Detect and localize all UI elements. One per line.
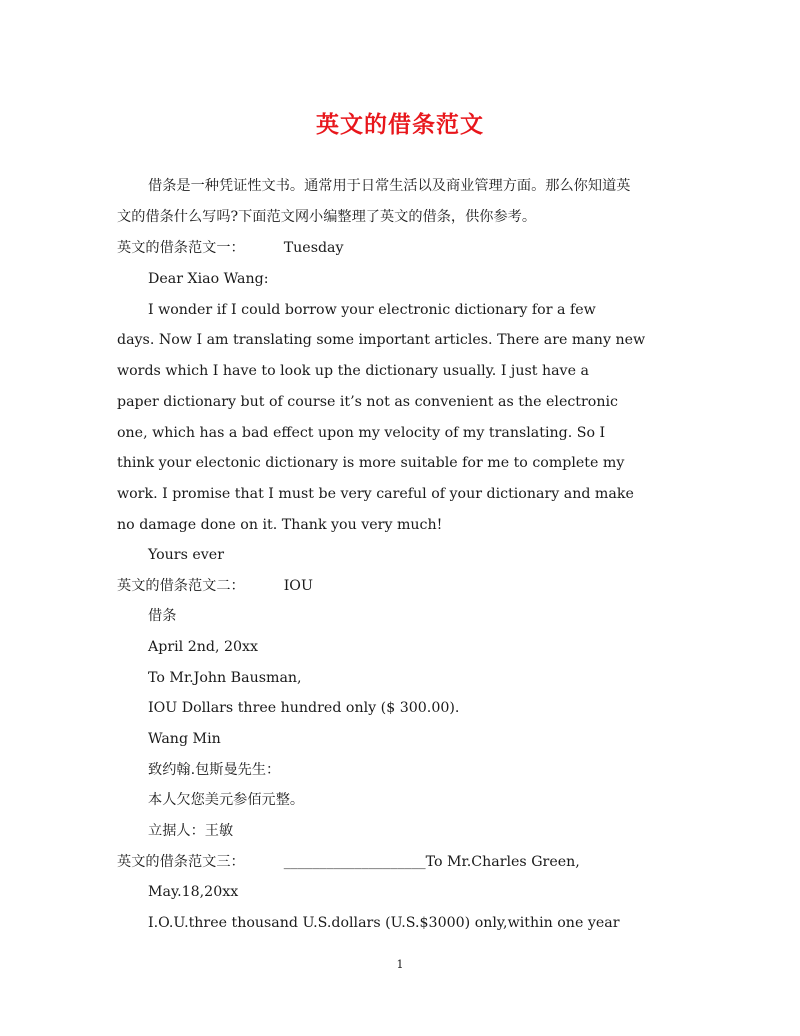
sample2-line-2: April 2nd, 20xx [148,639,259,655]
sample2-line-7: 本人欠您美元参佰元整。 [148,792,305,808]
intro-line-2: 文的借条什么写吗?下面范文网小编整理了英文的借条，供你参考。 [117,209,537,225]
sample1-salutation: Dear Xiao Wang: [148,271,269,287]
intro-line-1: 借条是一种凭证性文书。通常用于日常生活以及商业管理方面。那么你知道英 [148,178,631,194]
sample1-body-line-1: I wonder if I could borrow your electronic dictionary for a few [148,302,596,318]
sample3-heading [117,852,580,872]
sample2-line-5: Wang Min [148,731,221,747]
sample3-line-1: May.18,20xx [148,884,239,900]
sample2-heading-label: 英文的借条范文二： [117,578,245,594]
sample1-closing: Yours ever [148,547,224,563]
sample3-heading-addressee: ____________________To Mr.Charles Green, [283,854,580,870]
sample2-line-8: 立据人：王敏 [148,823,234,839]
sample2-line-1: 借条 [148,608,177,624]
sample1-body-line-5: one, which has a bad effect upon my velocity of my translating. So I [117,425,606,441]
sample3-heading-label: 英文的借条范文三： [117,854,245,870]
sample1-body-line-7: work. I promise that I must be very careful of your dictionary and make [117,486,634,502]
sample2-line-6: 致约翰.包斯曼先生： [148,762,281,778]
page-number: 1 [396,958,404,971]
sample1-heading-label: 英文的借条范文一： [117,240,245,256]
sample3-line-2: I.O.U.three thousand U.S.dollars (U.S.$3000) only,within one year [148,915,620,931]
sample2-line-4: IOU Dollars three hundred only ($ 300.00). [148,700,460,716]
sample2-heading [117,576,313,596]
sample1-body-line-3: words which I have to look up the dictionary usually. I just have a [117,363,589,379]
sample1-body-line-2: days. Now I am translating some important articles. There are many new [117,332,646,348]
sample1-body-line-4: paper dictionary but of course it’s not as convenient as the electronic [117,394,618,410]
sample2-line-3: To Mr.John Bausman, [148,670,302,686]
sample1-body-line-6: think your electonic dictionary is more suitable for me to complete my [117,455,625,471]
sample1-heading-date: Tuesday [283,240,344,256]
sample2-heading-iou: IOU [283,578,313,594]
sample1-body-line-8: no damage done on it. Thank you very much! [117,517,443,533]
page-title: 英文的借条范文 [316,111,484,138]
sample1-heading [117,238,344,258]
